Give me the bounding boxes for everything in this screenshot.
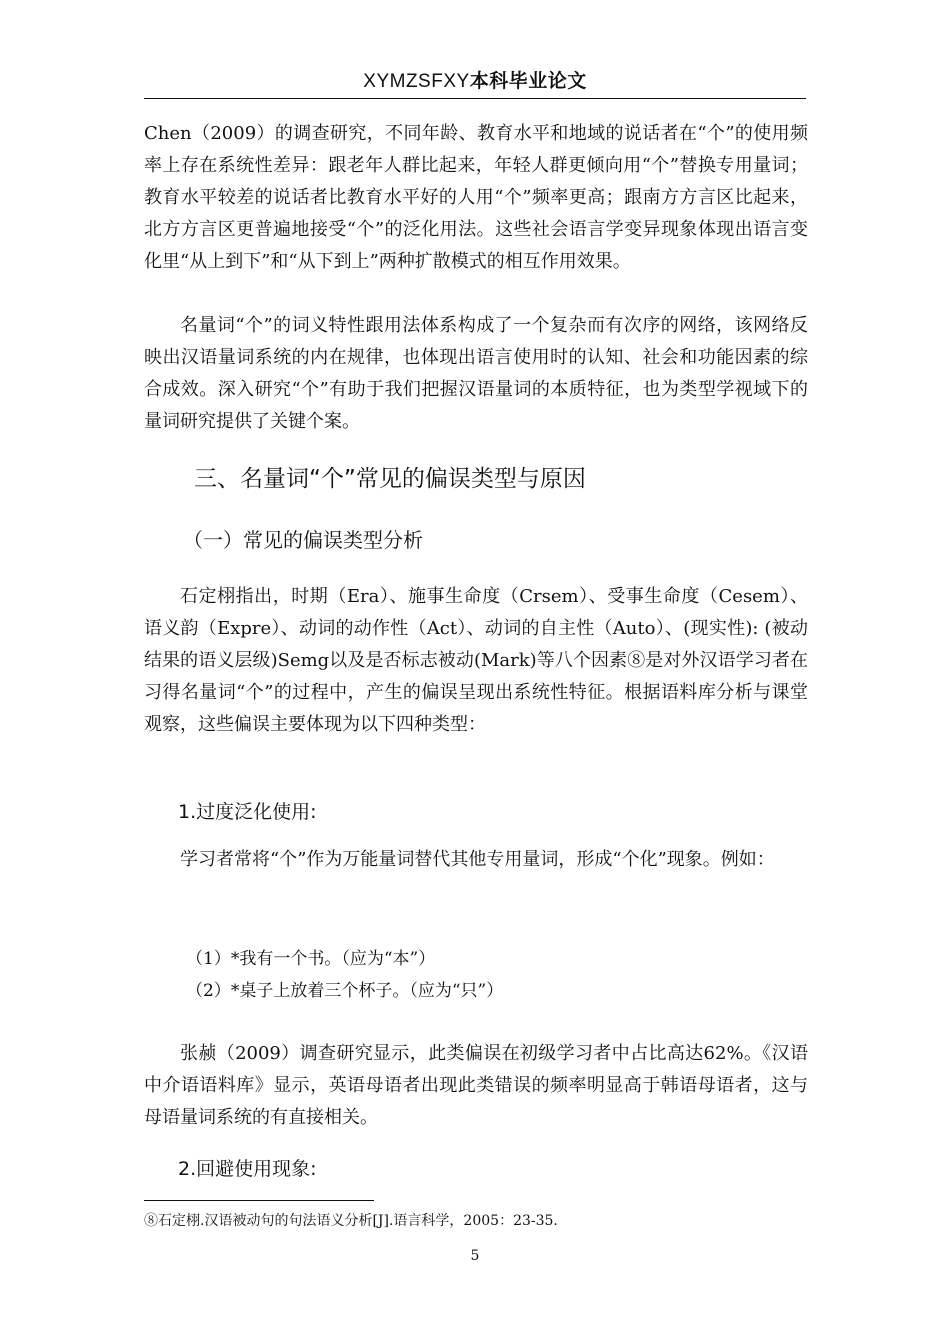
footnote-divider (144, 1200, 374, 1201)
paragraph-ge-hua: 学习者常将“个”作为万能量词替代其他专用量词，形成“个化”现象。例如： (180, 849, 775, 870)
example-sentence-1: （1）*我有一个书。（应为“本”） (186, 949, 436, 969)
subsection-heading: （一）常见的偏误类型分析 (183, 528, 423, 552)
paragraph-chen-survey: Chen（2009）的调查研究，不同年龄、教育水平和地域的说话者在“个”的使用频率上存在系统性差异：跟老年人群比起来，年轻人群更倾向用“个”替换专用量词；教育水平较差的说话者比教育水平好的人用“个”频率更高；跟南方方言区比起来，北方方言区更普遍地接受“个”的泛化用法。这些社会语言学变异现象体现出语言变化里“从上到下”和“从下到上”两种扩散模式的相互作用效果。 (144, 123, 808, 272)
footnote: ⑧石定栩.汉语被动句的句法语义分析[J].语言科学，2005：23-35. (144, 1213, 558, 1229)
page-number: 5 (470, 1248, 480, 1264)
section-heading: 三、名量词“个”常见的偏误类型与原因 (194, 466, 586, 492)
paragraph-shi-factors: 石定栩指出，时期（Era）、施事生命度（Crsem）、受事生命度（Cesem）、语义韵（Expre）、动词的动作性（Act）、动词的自主性（Auto）、(现实性): (被动结果的语义层级)Semg以及是否标志被动(Mark)等八个因素⑧是对外汉语学习者在习得名量词“个”的过程中，产生的偏误呈现出系统性特征。根据语料库分析与课堂观察，这些偏误主要体现为以下四种类型： (144, 586, 808, 735)
paragraph-zhang-survey: 张赪（2009）调查研究显示，此类偏误在初级学习者中占比高达62%。《汉语中介语语料库》显示，英语母语者出现此类错误的频率明显高于韩语母语者，这与母语量词系统的有直接相关。 (144, 1043, 808, 1128)
running-header (144, 66, 806, 93)
item-heading-avoidance: 2.回避使用现象: (178, 1158, 317, 1180)
header-title: 本科毕业论文 (469, 70, 587, 92)
paragraph-ge-network: 名量词“个”的词义特性跟用法体系构成了一个复杂而有次序的网络，该网络反映出汉语量词系统的内在规律，也体现出语言使用时的认知、社会和功能因素的综合成效。深入研究“个”有助于我们把握汉语量词的本质特征，也为类型学视域下的量词研究提供了关键个案。 (144, 315, 808, 432)
example-sentence-2: （2）*桌子上放着三个杯子。（应为“只”） (186, 981, 504, 1001)
header-divider (144, 98, 806, 99)
header-code: XYMZSFXY (363, 71, 470, 92)
item-heading-overgeneralization: 1.过度泛化使用: (178, 801, 317, 823)
